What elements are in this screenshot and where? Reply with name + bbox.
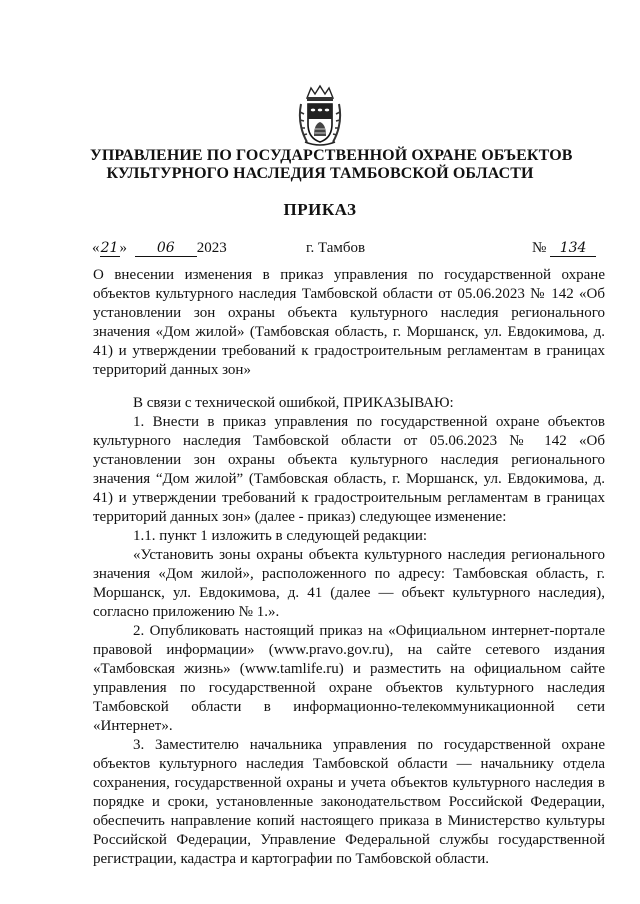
date-day: 21 (100, 240, 119, 256)
city: г. Тамбов (306, 240, 366, 256)
order-number (532, 240, 596, 257)
paragraph-item-1-1: 1.1. пункт 1 изложить в следующей редакции: (133, 528, 428, 544)
paragraph-item-2: 2. Опубликовать настоящий приказ на «Официальном интернет-портале правовой информации» (www.pravo.gov.ru), на сайте сетевого издания «Тамбовская жизнь» (www.tamlife.ru) и разместить на официальном сайте управления по государственной охране объектов культурного наследия Тамбовской области в информационно-телекоммуникационной сети «Интернет». (93, 623, 605, 734)
number-sign: № (532, 240, 547, 256)
org-line-2: КУЛЬТУРНОГО НАСЛЕДИЯ ТАМБОВСКОЙ ОБЛАСТИ (106, 165, 534, 182)
document-type-title: ПРИКАЗ (283, 200, 357, 219)
organization-name (90, 147, 573, 183)
order-subject: О внесении изменения в приказ управления по государственной охране объектов культурного наследия Тамбовской области от 05.06.2023 № 142 «Об установлении зон охраны объекта культурного наследия регионального значения «Дом жилой» (Тамбовская область, г. Моршанск, ул. Евдокимова, д. 41) и утверждении требований к градостроительным регламентам в границах территорий данных зон» (93, 267, 605, 378)
date-year: 2023 (196, 240, 227, 256)
paragraph-item-3: 3. Заместителю начальника управления по государственной охране объектов культурного наследия Тамбовской области — начальнику отдела сохранения, государственной охраны и учета объектов культурного наследия в порядке и сроки, установленные законодательством Российской Федерации, обеспечить направление копий настоящего приказа в Министерство культуры Российской Федерации, Управление Федеральной службы государственной регистрации, кадастра и картографии по Тамбовской области. (93, 737, 605, 867)
order-body (93, 394, 605, 869)
number-value: 134 (550, 240, 596, 257)
tambov-region-coat-of-arms-icon (295, 84, 345, 148)
paragraph-quote: «Установить зоны охраны объекта культурного наследия регионального значения «Дом жилой», расположенного по адресу: Тамбовская область, г. Моршанск, ул. Евдокимова, д. 41 (далее — объект культурного наследия), согласно приложению № 1.». (93, 547, 605, 620)
date-close-quote: » (119, 240, 127, 256)
order-date (92, 240, 227, 257)
intro-paragraph: В связи с технической ошибкой, ПРИКАЗЫВАЮ: (133, 395, 454, 411)
date-open-quote: « (92, 240, 100, 256)
org-line-1: УПРАВЛЕНИЕ ПО ГОСУДАРСТВЕННОЙ ОХРАНЕ ОБЪЕКТОВ (90, 147, 573, 164)
paragraph-item-1: 1. Внести в приказ управления по государственной охране объектов культурного наследия Тамбовской области от 05.06.2023 № 142 «Об установлении зон охраны объекта культурного наследия регионального значения “Дом жилой” (Тамбовская область, г. Моршанск, ул. Евдокимова, д. 41) и утверждении требований к градостроительным регламентам в границах территорий данных зон» (далее - приказ) следующее изменение: (93, 414, 605, 525)
date-month: 06 (135, 240, 197, 257)
